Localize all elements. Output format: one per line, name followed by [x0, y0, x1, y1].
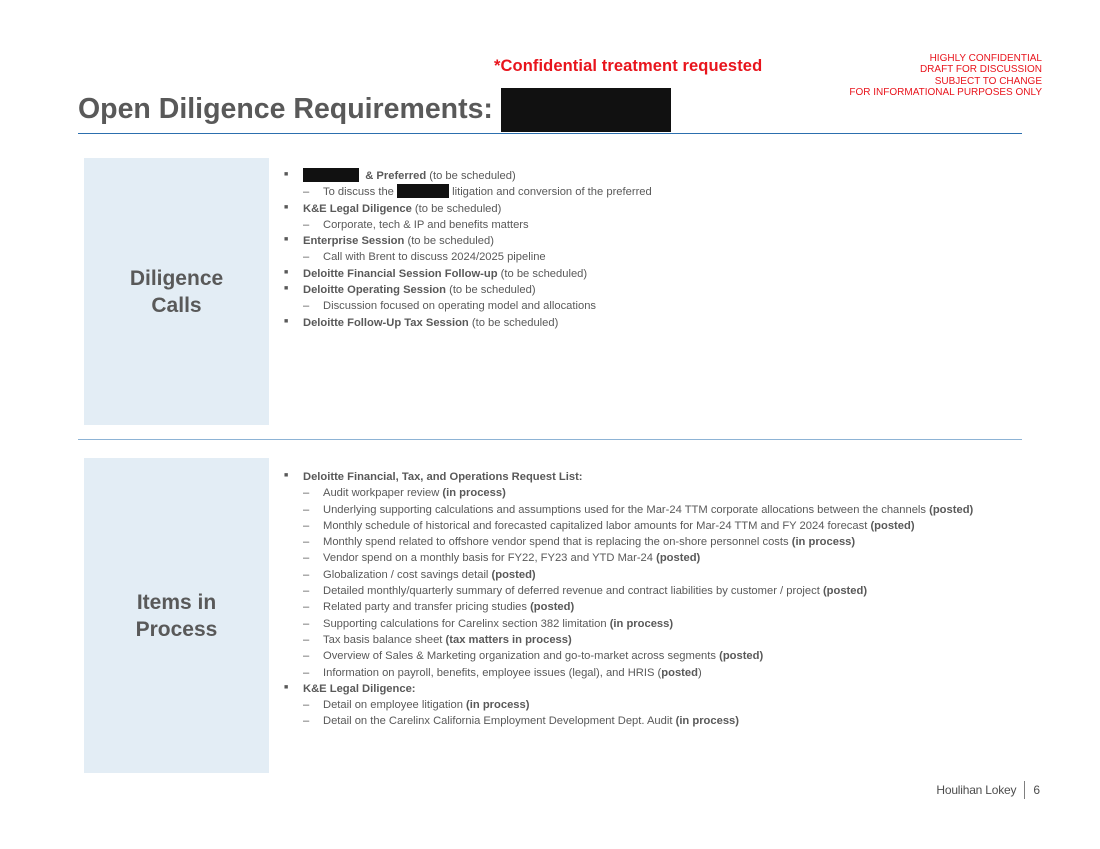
item-title: K&E Legal Diligence:	[303, 682, 416, 695]
dash-icon: –	[303, 218, 310, 231]
sub-item	[284, 632, 1014, 648]
item-title: Enterprise Session	[303, 235, 405, 248]
title-row	[78, 88, 671, 134]
list-item	[284, 681, 1014, 697]
item-status: (to be scheduled)	[445, 284, 536, 297]
draft-line: DRAFT FOR DISCUSSION	[919, 64, 1042, 76]
item-title: Deloitte Operating Session	[303, 284, 446, 297]
dash-icon: –	[303, 617, 310, 630]
list-item	[284, 266, 1014, 282]
item-status: (to be scheduled)	[411, 202, 502, 215]
confidential-note: *Confidential treatment requested	[494, 57, 763, 75]
sub-item-text: Detail on employee litigation	[323, 699, 467, 712]
status-label: (tax matters in process)	[445, 633, 572, 646]
draft-disclaimer	[849, 53, 1042, 98]
dash-icon: –	[303, 568, 310, 581]
bullet-icon: ■	[284, 683, 289, 691]
footer-divider	[1024, 781, 1025, 799]
sub-item-text: Supporting calculations for Carelinx section 382 limitation	[323, 617, 610, 630]
sub-item	[284, 298, 1014, 314]
items-in-process-list	[284, 469, 1014, 730]
sub-item	[284, 502, 1014, 518]
dash-icon: –	[303, 186, 310, 199]
bullet-icon: ■	[284, 317, 289, 325]
item-title: & Preferred	[365, 170, 427, 182]
sub-item-text: Detailed monthly/quarterly summary of deferred revenue and contract liabilities by customer / project	[323, 585, 823, 598]
sub-item	[284, 550, 1014, 566]
sub-item	[284, 697, 1014, 713]
list-item	[284, 201, 1014, 217]
redaction-box	[303, 168, 359, 182]
sub-item	[284, 485, 1014, 501]
redaction-box	[501, 88, 671, 132]
item-status: (to be scheduled)	[468, 316, 559, 329]
item-status: (to be scheduled)	[426, 170, 516, 182]
status-label: (in process)	[675, 715, 740, 728]
sub-item-text: Globalization / cost savings detail	[323, 568, 492, 581]
sub-item-text: Call with Brent to discuss 2024/2025 pipeline	[323, 251, 546, 264]
section-label: Process	[135, 617, 218, 641]
items-in-process-label-panel	[84, 458, 269, 773]
dash-icon: –	[303, 487, 310, 500]
status-label: (in process)	[791, 536, 856, 549]
dash-icon: –	[303, 666, 310, 679]
list-item	[284, 233, 1014, 249]
sub-item-text: Audit workpaper review	[323, 487, 443, 500]
dash-icon: –	[303, 300, 310, 313]
draft-line: FOR INFORMATIONAL PURPOSES ONLY	[849, 86, 1042, 98]
status-label: (posted)	[491, 568, 536, 581]
section-divider	[78, 439, 1022, 440]
sub-item-text: Related party and transfer pricing studies	[323, 601, 531, 614]
bullet-icon: ■	[284, 472, 289, 479]
item-title: Deloitte Follow-Up Tax Session	[303, 316, 469, 329]
item-title: K&E Legal Diligence	[303, 202, 412, 215]
redaction-box	[397, 184, 449, 198]
sub-item-text: Monthly spend related to offshore vendor spend that is replacing the on-shore personnel costs	[323, 536, 792, 549]
sub-item	[284, 217, 1014, 233]
diligence-calls-label-panel	[84, 158, 269, 425]
sub-item-text: Detail on the Carelinx California Employment Development Dept. Audit	[323, 715, 676, 728]
bullet-icon: ■	[284, 268, 289, 276]
dash-icon: –	[303, 536, 310, 549]
sub-item-text: Information on payroll, benefits, employee issues (legal), and HRIS (	[323, 666, 662, 679]
bullet-icon: ■	[284, 285, 289, 293]
sub-item-text: To discuss the	[323, 186, 394, 199]
section-label: Diligence	[129, 266, 224, 290]
dash-icon: –	[303, 650, 310, 663]
dash-icon: –	[303, 519, 310, 532]
sub-item	[284, 534, 1014, 550]
dash-icon: –	[303, 251, 310, 264]
dash-icon: –	[303, 715, 310, 728]
status-label: (in process)	[442, 487, 506, 500]
status-label: (posted)	[530, 601, 575, 614]
dash-icon: –	[303, 633, 310, 646]
sub-item	[284, 184, 1014, 200]
bullet-icon: ■	[284, 236, 289, 244]
sub-item	[284, 713, 1014, 729]
sub-item-text: Discussion focused on operating model and allocations	[323, 300, 597, 313]
page-title: Open Diligence Requirements:	[78, 93, 493, 125]
sub-item-text: Tax basis balance sheet	[323, 633, 446, 646]
sub-item	[284, 599, 1014, 615]
sub-item	[284, 648, 1014, 664]
sub-item-text: Overview of Sales & Marketing organization and go-to-market across segments	[323, 650, 720, 663]
page-number: 6	[1033, 783, 1040, 797]
list-item	[284, 315, 1014, 331]
dash-icon: –	[303, 552, 310, 565]
status-label: posted	[661, 666, 698, 679]
item-status: (to be scheduled)	[497, 267, 588, 280]
status-label: (posted)	[870, 519, 915, 532]
footer	[936, 781, 1040, 799]
sub-item	[284, 616, 1014, 632]
bullet-icon: ■	[284, 203, 289, 211]
status-label: (in process)	[609, 617, 674, 630]
title-underline	[78, 133, 1022, 134]
status-label: (posted)	[719, 650, 764, 663]
dash-icon: –	[303, 601, 310, 614]
section-label: Calls	[151, 293, 202, 317]
list-item	[284, 469, 1014, 485]
sub-item	[284, 583, 1014, 599]
sub-item	[284, 249, 1014, 265]
status-label: (posted)	[656, 552, 701, 565]
brand-name: Houlihan Lokey	[936, 783, 1017, 797]
dash-icon: –	[303, 585, 310, 598]
status-label: (in process)	[466, 699, 530, 712]
sub-item-text: Corporate, tech & IP and benefits matters	[323, 218, 529, 231]
dash-icon: –	[303, 503, 310, 516]
sub-item-text: Underlying supporting calculations and assumptions used for the Mar-24 TTM corporate allocations between the channels	[323, 503, 930, 516]
section-label: Items in	[136, 590, 217, 614]
item-title: Deloitte Financial, Tax, and Operations Request List:	[303, 471, 583, 483]
sub-item	[284, 518, 1014, 534]
draft-line: SUBJECT TO CHANGE	[934, 75, 1042, 87]
sub-item-text: Monthly schedule of historical and forecasted capitalized labor amounts for Mar-24 TTM and FY 2024 forecast	[323, 519, 871, 532]
list-item	[284, 168, 1014, 184]
status-label: (posted)	[822, 585, 868, 598]
item-title: Deloitte Financial Session Follow-up	[303, 267, 498, 280]
status-label: (posted)	[929, 503, 974, 516]
sub-item-text: )	[697, 666, 702, 679]
sub-item	[284, 567, 1014, 583]
diligence-calls-list	[284, 168, 1014, 331]
sub-item	[284, 665, 1014, 681]
item-status: (to be scheduled)	[404, 235, 494, 248]
sub-item-text: litigation and conversion of the preferred	[452, 186, 652, 199]
draft-line: HIGHLY CONFIDENTIAL	[929, 53, 1042, 64]
list-item	[284, 282, 1014, 298]
bullet-icon: ■	[284, 171, 289, 178]
sub-item-text: Vendor spend on a monthly basis for FY22, FY23 and YTD Mar-24	[323, 552, 657, 565]
dash-icon: –	[303, 699, 310, 712]
